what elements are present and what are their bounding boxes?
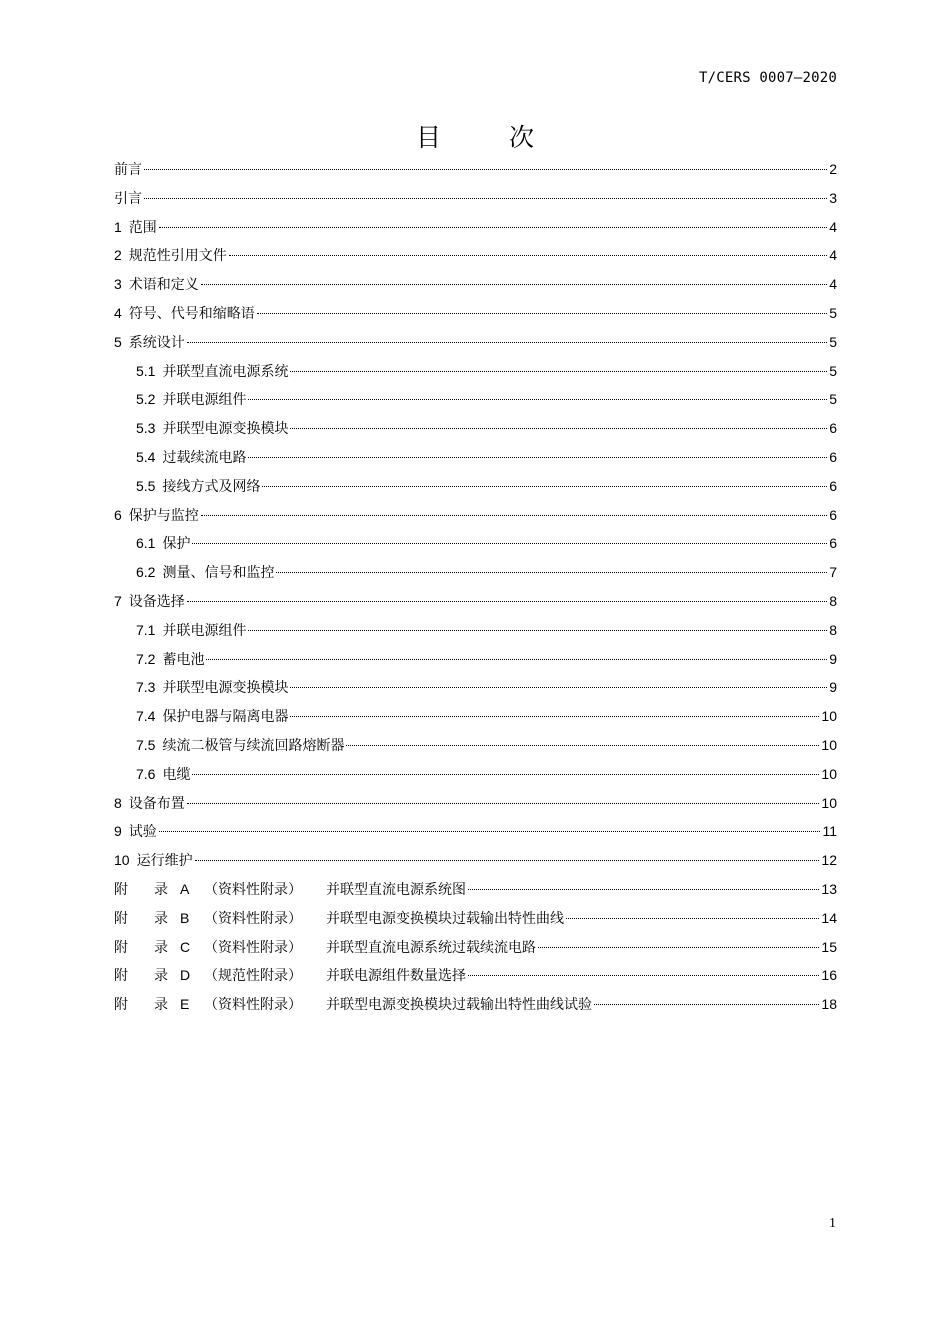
toc-entries bbox=[114, 155, 837, 875]
dot-leader bbox=[290, 428, 827, 429]
toc-entry-page: 16 bbox=[821, 967, 837, 984]
dot-leader bbox=[192, 774, 819, 775]
dot-leader bbox=[248, 457, 827, 458]
toc-entry-page: 8 bbox=[829, 621, 837, 638]
toc-entry-page: 18 bbox=[821, 996, 837, 1013]
toc-entry-number: 8 bbox=[114, 794, 122, 811]
appendix-word-fu: 附 bbox=[114, 968, 128, 985]
toc-entry-page: 6 bbox=[829, 477, 837, 494]
toc-entry-number: 7.6 bbox=[136, 765, 156, 782]
toc-appendices bbox=[114, 875, 837, 1019]
dot-leader bbox=[201, 284, 827, 285]
toc-entry-page: 2 bbox=[829, 161, 837, 177]
dot-leader bbox=[187, 803, 820, 804]
appendix-word-lu: 录 bbox=[154, 881, 168, 898]
toc-entry-page: 4 bbox=[829, 218, 837, 235]
dot-leader bbox=[187, 601, 827, 602]
toc-entry[interactable] bbox=[114, 443, 837, 472]
toc-entry[interactable] bbox=[114, 616, 837, 645]
appendix-word-fu: 附 bbox=[114, 997, 128, 1014]
toc-entry[interactable] bbox=[114, 241, 837, 270]
toc-entry[interactable] bbox=[114, 414, 837, 443]
toc-entry-page: 10 bbox=[821, 765, 837, 782]
toc-entry-label: 符号、代号和缩略语 bbox=[128, 305, 255, 322]
appendix-letter: E bbox=[180, 996, 190, 1013]
toc-entry[interactable] bbox=[114, 328, 837, 357]
toc-entry-page: 6 bbox=[829, 535, 837, 552]
toc-entry-number: 6.1 bbox=[136, 535, 156, 552]
toc-entry-page: 5 bbox=[829, 362, 837, 379]
dot-leader bbox=[594, 1004, 819, 1005]
toc-entry-label: 蓄电池 bbox=[162, 651, 205, 668]
dot-leader bbox=[262, 486, 827, 487]
toc-entry[interactable] bbox=[114, 529, 837, 558]
page-number: 1 bbox=[829, 1216, 836, 1231]
dot-leader bbox=[290, 687, 827, 688]
appendix-kind: （资料性附录） bbox=[204, 939, 302, 956]
toc-entry-number: 3 bbox=[114, 276, 122, 293]
appendix-word-fu: 附 bbox=[114, 910, 128, 927]
toc-entry-number: 10 bbox=[114, 852, 130, 869]
toc-entry-page: 9 bbox=[829, 650, 837, 667]
toc-entry-number: 1 bbox=[114, 218, 122, 235]
toc-entry-label: 并联型电源变换模块 bbox=[162, 680, 289, 697]
toc-entry[interactable] bbox=[114, 184, 837, 213]
toc-entry[interactable] bbox=[114, 385, 837, 414]
appendix-word-lu: 录 bbox=[154, 910, 168, 927]
toc-appendix-entry[interactable] bbox=[114, 904, 837, 933]
toc-entry[interactable] bbox=[114, 645, 837, 674]
toc-entry-number: 5.2 bbox=[136, 391, 156, 408]
appendix-prefix bbox=[114, 904, 326, 934]
toc-appendix-entry[interactable] bbox=[114, 990, 837, 1019]
toc-entry-page: 4 bbox=[829, 276, 837, 293]
document-code: T/CERS 0007—2020 bbox=[698, 70, 837, 86]
toc-entry-label: 并联电源组件 bbox=[162, 392, 247, 409]
toc-entry-page: 13 bbox=[821, 880, 837, 897]
toc-entry-number: 5.4 bbox=[136, 448, 156, 465]
toc-entry-page: 9 bbox=[829, 679, 837, 696]
dot-leader bbox=[257, 313, 827, 314]
toc-entry[interactable] bbox=[114, 299, 837, 328]
appendix-prefix bbox=[114, 961, 326, 991]
toc-entry[interactable] bbox=[114, 673, 837, 702]
appendix-letter: C bbox=[180, 938, 191, 955]
toc-entry-page: 5 bbox=[829, 304, 837, 321]
toc-entry-label: 测量、信号和监控 bbox=[162, 565, 275, 582]
appendix-word-fu: 附 bbox=[114, 881, 128, 898]
toc-entry-page: 8 bbox=[829, 592, 837, 609]
toc-entry-page: 6 bbox=[829, 420, 837, 437]
dot-leader bbox=[187, 342, 827, 343]
toc-entry-label: 设备布置 bbox=[128, 795, 185, 812]
dot-leader bbox=[195, 860, 820, 861]
dot-leader bbox=[144, 169, 827, 170]
toc-entry-number: 7 bbox=[114, 592, 122, 609]
dot-leader bbox=[248, 399, 827, 400]
toc-entry[interactable] bbox=[114, 501, 837, 530]
toc-entry[interactable] bbox=[114, 213, 837, 242]
toc-entry-label: 规范性引用文件 bbox=[128, 248, 227, 265]
toc-entry-number: 7.1 bbox=[136, 621, 156, 638]
appendix-word-lu: 录 bbox=[154, 997, 168, 1014]
toc-entry-label: 保护与监控 bbox=[128, 507, 199, 524]
toc-entry-number: 5.5 bbox=[136, 477, 156, 494]
toc-entry-number: 7.5 bbox=[136, 736, 156, 753]
toc-entry-page: 10 bbox=[821, 794, 837, 811]
table-of-contents bbox=[114, 155, 837, 1019]
toc-entry-label: 范围 bbox=[128, 219, 157, 236]
toc-entry[interactable] bbox=[114, 155, 837, 184]
toc-entry-page: 10 bbox=[821, 708, 837, 725]
toc-entry-page: 12 bbox=[821, 852, 837, 869]
appendix-kind: （资料性附录） bbox=[204, 997, 302, 1014]
toc-entry-label: 引言 bbox=[114, 190, 142, 207]
appendix-word-lu: 录 bbox=[154, 939, 168, 956]
dot-leader bbox=[144, 198, 827, 199]
appendix-kind: （资料性附录） bbox=[204, 910, 302, 927]
toc-entry[interactable] bbox=[114, 357, 837, 386]
toc-entry-label: 保护电器与隔离电器 bbox=[162, 709, 289, 726]
toc-entry-label: 并联型直流电源系统 bbox=[162, 363, 289, 380]
toc-entry-label: 并联型电源变换模块 bbox=[162, 421, 289, 438]
toc-entry-page: 4 bbox=[829, 247, 837, 264]
toc-entry[interactable] bbox=[114, 587, 837, 616]
toc-entry-label: 系统设计 bbox=[128, 334, 185, 351]
dot-leader bbox=[229, 255, 827, 256]
appendix-letter: D bbox=[180, 967, 191, 984]
dot-leader bbox=[206, 659, 827, 660]
appendix-letter: B bbox=[180, 909, 190, 926]
dot-leader bbox=[566, 918, 819, 919]
toc-entry-label: 术语和定义 bbox=[128, 277, 199, 294]
toc-entry-label: 试验 bbox=[128, 824, 157, 841]
dot-leader bbox=[192, 543, 827, 544]
toc-entry-label: 并联电源组件数量选择 bbox=[326, 968, 466, 985]
dot-leader bbox=[248, 630, 827, 631]
toc-entry-page: 14 bbox=[821, 909, 837, 926]
toc-entry[interactable] bbox=[114, 731, 837, 760]
toc-entry-page: 3 bbox=[829, 189, 837, 206]
toc-entry[interactable] bbox=[114, 846, 837, 875]
toc-entry[interactable] bbox=[114, 702, 837, 731]
appendix-kind: （资料性附录） bbox=[204, 881, 302, 898]
toc-entry-page: 15 bbox=[821, 938, 837, 955]
appendix-kind: （规范性附录） bbox=[204, 968, 302, 985]
toc-entry-number: 2 bbox=[114, 247, 122, 264]
toc-entry[interactable] bbox=[114, 760, 837, 789]
appendix-word-lu: 录 bbox=[154, 968, 168, 985]
toc-entry-label: 接线方式及网络 bbox=[162, 478, 261, 495]
toc-entry-label: 并联型直流电源系统图 bbox=[326, 881, 466, 898]
toc-entry-page: 6 bbox=[829, 506, 837, 523]
dot-leader bbox=[276, 572, 827, 573]
toc-appendix-entry[interactable] bbox=[114, 933, 837, 962]
dot-leader bbox=[468, 975, 819, 976]
appendix-prefix bbox=[114, 875, 326, 905]
dot-leader bbox=[538, 947, 819, 948]
toc-entry-label: 电缆 bbox=[162, 766, 191, 783]
toc-entry-number: 9 bbox=[114, 823, 122, 840]
toc-entry-number: 7.2 bbox=[136, 650, 156, 667]
toc-entry[interactable] bbox=[114, 270, 837, 299]
toc-entry-number: 4 bbox=[114, 304, 122, 321]
page-title: 目 次 bbox=[416, 123, 564, 152]
toc-entry[interactable] bbox=[114, 789, 837, 818]
toc-entry-number: 7.4 bbox=[136, 708, 156, 725]
toc-entry-label: 运行维护 bbox=[136, 853, 193, 870]
toc-entry-number: 7.3 bbox=[136, 679, 156, 696]
toc-entry-number: 6.2 bbox=[136, 564, 156, 581]
toc-entry[interactable] bbox=[114, 558, 837, 587]
toc-entry-page: 11 bbox=[822, 823, 837, 840]
dot-leader bbox=[468, 889, 819, 890]
toc-entry-page: 7 bbox=[829, 564, 837, 581]
toc-entry-number: 5.1 bbox=[136, 362, 156, 379]
toc-entry-page: 6 bbox=[829, 448, 837, 465]
appendix-word-fu: 附 bbox=[114, 939, 128, 956]
toc-entry-label: 并联型直流电源系统过载续流电路 bbox=[326, 939, 536, 956]
toc-entry-page: 5 bbox=[829, 333, 837, 350]
toc-entry-label: 并联型电源变换模块过载输出特性曲线 bbox=[326, 910, 564, 927]
dot-leader bbox=[290, 371, 827, 372]
toc-entry-number: 5.3 bbox=[136, 420, 156, 437]
toc-entry-label: 保护 bbox=[162, 536, 191, 553]
toc-entry-label: 过载续流电路 bbox=[162, 449, 247, 466]
dot-leader bbox=[201, 515, 827, 516]
dot-leader bbox=[159, 227, 827, 228]
appendix-prefix bbox=[114, 933, 326, 963]
toc-appendix-entry[interactable] bbox=[114, 875, 837, 904]
toc-entry[interactable] bbox=[114, 472, 837, 501]
toc-entry-label: 前言 bbox=[114, 162, 142, 178]
toc-entry-number: 6 bbox=[114, 506, 122, 523]
dot-leader bbox=[346, 745, 819, 746]
appendix-prefix bbox=[114, 990, 326, 1020]
toc-entry-label: 并联型电源变换模块过载输出特性曲线试验 bbox=[326, 997, 592, 1014]
toc-entry-number: 5 bbox=[114, 333, 122, 350]
toc-entry-label: 并联电源组件 bbox=[162, 622, 247, 639]
dot-leader bbox=[290, 716, 819, 717]
toc-entry-page: 5 bbox=[829, 391, 837, 408]
toc-appendix-entry[interactable] bbox=[114, 961, 837, 990]
dot-leader bbox=[159, 831, 821, 832]
toc-entry[interactable] bbox=[114, 817, 837, 846]
toc-entry-page: 10 bbox=[821, 736, 837, 753]
appendix-letter: A bbox=[180, 880, 190, 897]
toc-entry-label: 续流二极管与续流回路熔断器 bbox=[162, 737, 345, 754]
toc-entry-label: 设备选择 bbox=[128, 593, 185, 610]
